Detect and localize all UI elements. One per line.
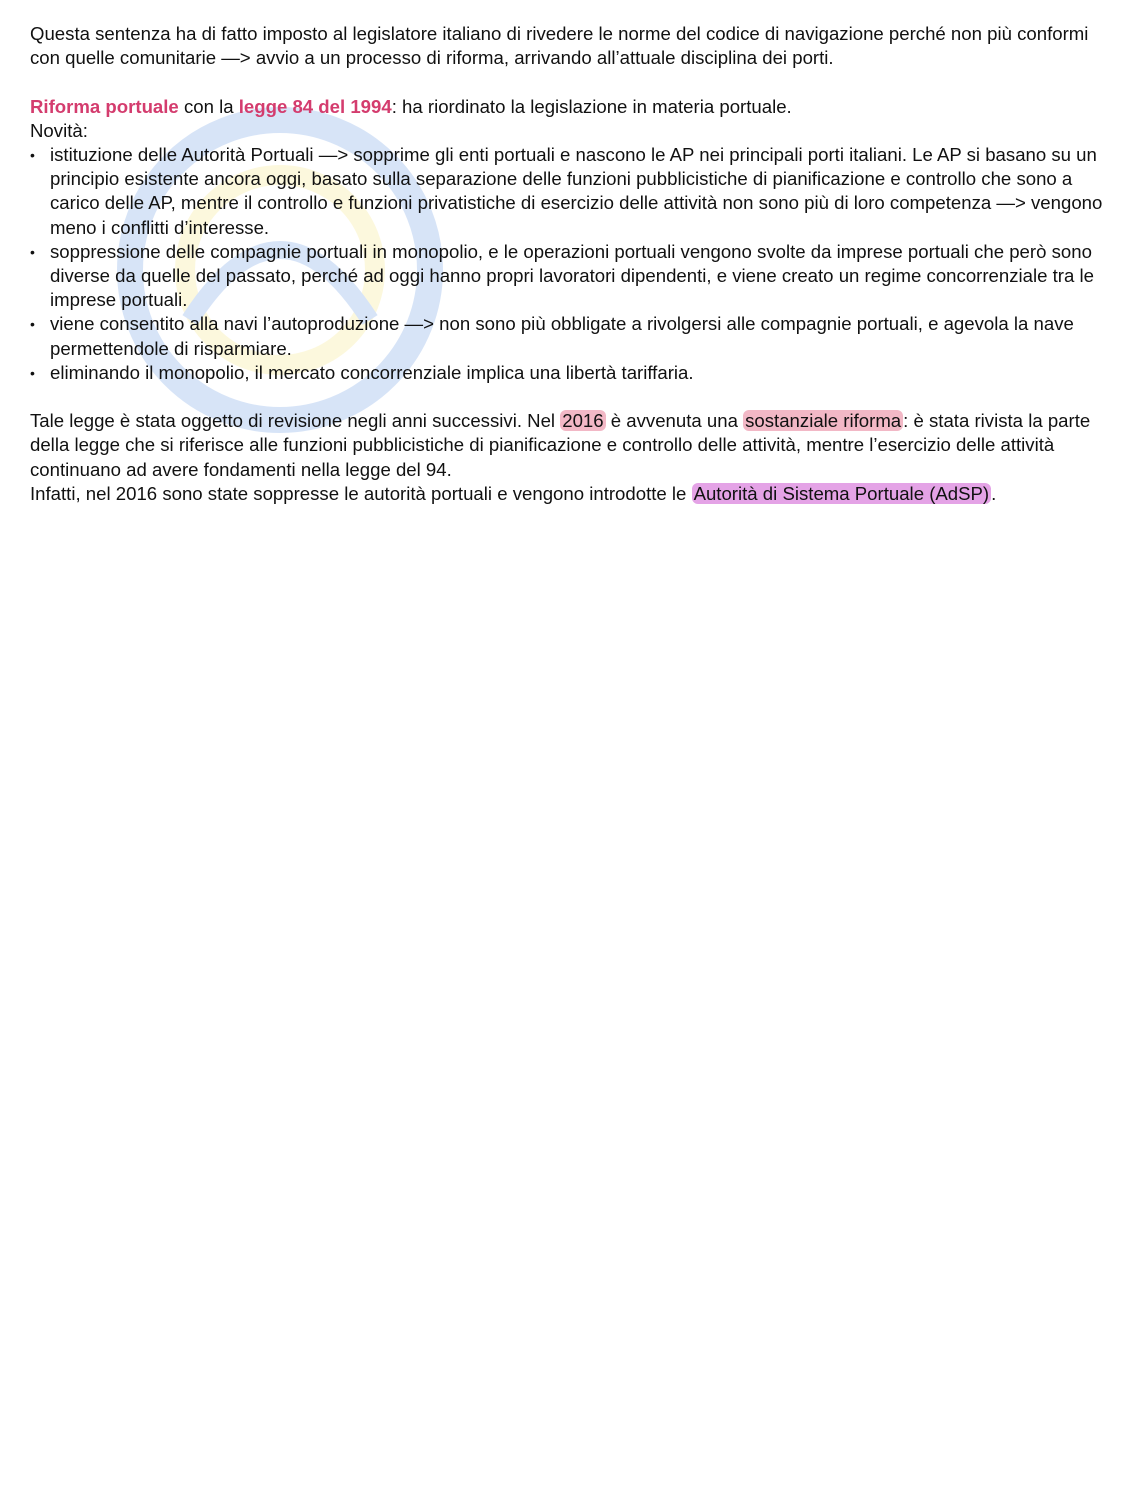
riforma-paragraph bbox=[30, 95, 1122, 119]
adsp-text-1: Infatti, nel 2016 sono state soppresse le autorità portuali e vengono introdotte le bbox=[30, 482, 692, 504]
bullet-icon: • bbox=[30, 147, 35, 163]
highlight-year-2016: 2016 bbox=[562, 410, 604, 432]
list-item bbox=[30, 312, 1122, 360]
bullet-icon: • bbox=[30, 364, 35, 381]
highlight-sostanziale-riforma: sostanziale riforma bbox=[745, 410, 902, 432]
novita-label: Novità: bbox=[30, 119, 88, 141]
paragraph-gap bbox=[30, 385, 1122, 409]
revision-paragraph bbox=[30, 409, 1122, 482]
novita-list bbox=[30, 143, 1122, 385]
adsp-text-2: . bbox=[991, 482, 997, 504]
riforma-rest: : ha riordinato la legislazione in materia portuale. bbox=[391, 95, 792, 117]
adsp-paragraph bbox=[30, 482, 1122, 506]
list-item bbox=[30, 240, 1122, 313]
list-item-text: viene consentito alla navi l’autoproduzione —> non sono più obbligate a rivolgersi alle compagnie portuali, e agevola la nave permettendole di risparmiare. bbox=[50, 313, 1074, 359]
list-item-text: istituzione delle Autorità Portuali —> sopprime gli enti portuali e nascono le AP nei principali porti italiani. Le AP si basano su un principio esistente ancora oggi, basato sulla separazione delle funzioni pubblicistiche di pianificazione e controllo che sono a carico delle AP, mentre il controllo e funzioni privatistiche di esercizio delle attività non sono più di loro competenza —> vengono meno i conflitti d’interesse. bbox=[50, 144, 1103, 238]
document-page bbox=[30, 22, 1122, 506]
revision-text-2: è avvenuta una bbox=[605, 410, 744, 432]
bullet-icon: • bbox=[30, 316, 35, 333]
revision-text-1: Tale legge è stata oggetto di revisione negli anni successivi. Nel bbox=[30, 410, 561, 432]
list-item-text: eliminando il monopolio, il mercato concorrenziale implica una libertà tariffaria. bbox=[50, 361, 694, 383]
paragraph-gap bbox=[30, 70, 1122, 94]
term-legge-84: legge 84 del 1994 bbox=[238, 95, 392, 117]
list-item-text: soppressione delle compagnie portuali in monopolio, e le operazioni portuali vengono svolte da imprese portuali che però sono diverse da quelle del passato, perché ad oggi hanno propri lavoratori dipendenti, e viene creato un regime concorrenziale tra le imprese portuali. bbox=[50, 240, 1094, 311]
revision-text-3: : è stata rivista la parte della legge che si riferisce alle funzioni pubblicistiche di pianificazione e controllo delle attività, mentre l’esercizio delle attività continuano ad avere fondamenti nella legge del 94. bbox=[30, 410, 1091, 480]
term-riforma-portuale: Riforma portuale bbox=[30, 95, 179, 117]
intro-paragraph: Questa sentenza ha di fatto imposto al legislatore italiano di rivedere le norme del codice di navigazione perché non più conformi con quelle comunitarie —> avvio a un processo di riforma, arrivando all’attuale disciplina dei porti. bbox=[30, 23, 1089, 69]
list-item bbox=[30, 361, 1122, 385]
list-item bbox=[30, 143, 1122, 240]
bullet-icon: • bbox=[30, 243, 35, 260]
highlight-adsp: Autorità di Sistema Portuale (AdSP) bbox=[693, 482, 990, 504]
riforma-connector: con la bbox=[178, 95, 239, 117]
